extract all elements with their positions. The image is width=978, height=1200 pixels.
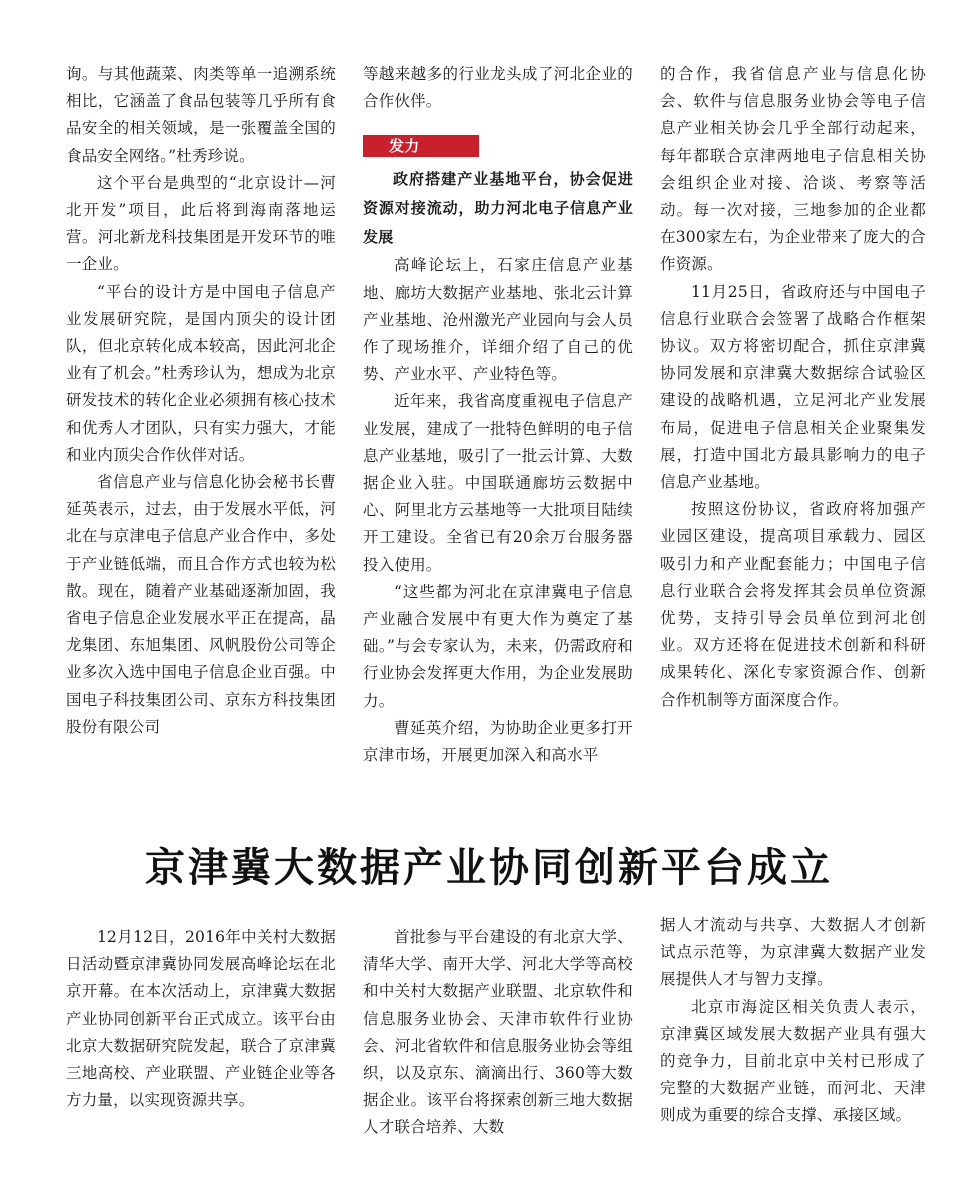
paragraph: 这个平台是典型的“北京设计—河北开发”项目，此后将到海南落地运营。河北新龙科技集团是开发环节的唯一企业。: [66, 173, 336, 274]
paragraph: 的合作，我省信息产业与信息化协会、软件与信息服务业协会等电子信息产业相关协会几乎全部行动起来，每年都联合京津两地电子信息相关协会组织企业对接、洽谈、考察等活动。每一次对接，三地参加的企业都在300家左右，为企业带来了庞大的合作资源。: [660, 65, 926, 274]
paragraph: “平台的设计方是中国电子信息产业发展研究院，是国内顶尖的设计团队，但北京转化成本较高，因此河北企业有了机会。”杜秀珍认为，想成为北京研发技术的转化企业必须拥有核心技术和优秀人才团队，只有实力强大，才能和业内顶尖合作伙伴对话。: [66, 282, 336, 464]
paragraph: 询。与其他蔬菜、肉类等单一追溯系统相比，它涵盖了食品包装等几乎所有食品安全的相关领域，是一张覆盖全国的食品安全网络。”杜秀珍说。: [66, 65, 336, 165]
paragraph: 省信息产业与信息化协会秘书长曹延英表示，过去，由于发展水平低，河北在与京津电子信息产业合作中，多处于产业链低端，而且合作方式也较为松散。现在，随着产业基础逐渐加固，我省电子信息企业发展水平正在提高，晶龙集团、东旭集团、风帆股份公司等企业多次入选中国电子信息企业百强。中国电子科技集团公司、京东方科技集团股份有限公司: [66, 473, 336, 736]
upper-column-1: [66, 61, 336, 741]
paragraph: 近年来，我省高度重视电子信息产业发展，建成了一批特色鲜明的电子信息产业基地，吸引了一批云计算、大数据企业入驻。中国联通廊坊云数据中心、阿里北方云基地等一大批项目陆续开工建设。全省已有20余万台服务器投入使用。: [363, 392, 633, 574]
upper-column-2: [363, 61, 633, 769]
lower-column-1: [66, 924, 336, 1114]
paragraph: 曹延英介绍，为协助企业更多打开京津市场，开展更加深入和高水平: [363, 718, 633, 765]
paragraph: 11月25日，省政府还与中国电子信息行业联合会签署了战略合作框架协议。双方将密切配合，抓住京津冀协同发展和京津冀大数据综合试验区建设的战略机遇，立足河北产业发展布局，促进电子信息相关企业聚集发展，打造中国北方最具影响力的电子信息产业基地。: [660, 282, 926, 492]
paragraph: 据人才流动与共享、大数据人才创新试点示范等，为京津冀大数据产业发展提供人才与智力支撑。: [660, 916, 926, 989]
paragraph: 12月12日，2016年中关村大数据日活动暨京津冀协同发展高峰论坛在北京开幕。在本次活动上，京津冀大数据产业协同创新平台正式成立。该平台由北京大数据研究院发起，联合了京津冀三地高校、产业联盟、产业链企业等各方力量，以实现资源共享。: [66, 928, 336, 1110]
lower-column-2: [363, 924, 633, 1142]
paragraph: 首批参与平台建设的有北京大学、清华大学、南开大学、河北大学等高校和中关村大数据产业联盟、北京软件和信息服务业协会、天津市软件行业协会、河北省软件和信息服务业协会等组织，以及京东、滴滴出行、360等大数据企业。该平台将探索创新三地大数据人才联合培养、大数: [363, 928, 633, 1137]
paragraph: 高峰论坛上，石家庄信息产业基地、廊坊大数据产业基地、张北云计算产业基地、沧州激光产业园向与会人员作了现场推介，详细介绍了自己的优势、产业水平、产业特色等。: [363, 256, 633, 384]
section-tag: 发力: [363, 135, 479, 157]
section-subheading: 政府搭建产业基地平台，协会促进资源对接流动，助力河北电子信息产业发展: [363, 170, 633, 247]
article-headline: 京津冀大数据产业协同创新平台成立: [145, 844, 833, 891]
lower-column-3: [660, 912, 926, 1130]
paragraph: 按照这份协议，省政府将加强产业园区建设，提高项目承载力、园区吸引力和产业配套能力；中国电子信息行业联合会将发挥其会员单位资源优势，支持引导会员单位到河北创业。双方还将在促进技术创新和科研成果转化、深化专家资源合作、创新合作机制等方面深度合作。: [660, 500, 926, 709]
paragraph: “这些都为河北在京津冀电子信息产业融合发展中有更大作为奠定了基础。”与会专家认为，未来，仍需政府和行业协会发挥更大作用，为企业发展助力。: [363, 582, 633, 710]
upper-column-3: [660, 61, 926, 714]
paragraph: 等越来越多的行业龙头成了河北企业的合作伙伴。: [363, 65, 633, 111]
paragraph: 北京市海淀区相关负责人表示，京津冀区域发展大数据产业具有强大的竞争力，目前北京中关村已形成了完整的大数据产业链，而河北、天津则成为重要的综合支撑、承接区域。: [660, 997, 926, 1125]
